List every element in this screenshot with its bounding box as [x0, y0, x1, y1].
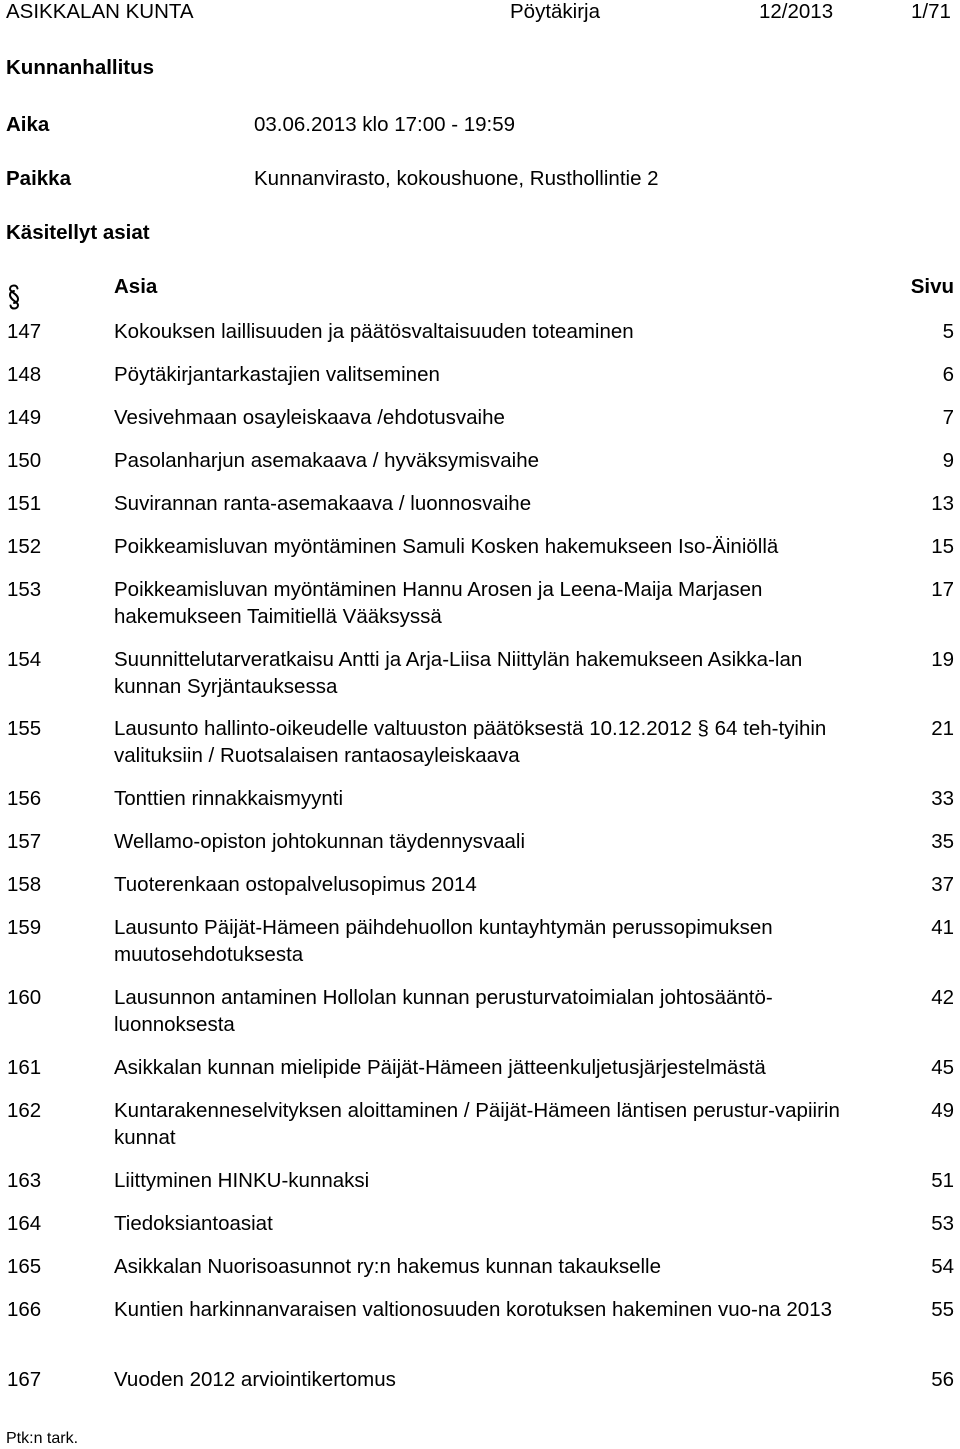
page-number: 1/71 [911, 0, 951, 23]
item-number: 153 [7, 578, 42, 601]
item-page: 49 [931, 1099, 954, 1122]
item-title: Tuoterenkaan ostopalvelusopimus 2014 [114, 873, 477, 896]
item-page: 15 [931, 535, 954, 558]
item-number: 167 [7, 1368, 42, 1391]
item-number: 156 [7, 787, 42, 810]
item-page: 56 [931, 1368, 954, 1391]
item-title: Suunnittelutarveratkaisu Antti ja Arja-Liisa Niittylän hakemukseen Asikka-lan kunnan Syrjäntauksessa [114, 648, 803, 698]
time-value: 03.06.2013 klo 17:00 - 19:59 [254, 113, 516, 136]
item-page: 17 [931, 578, 954, 601]
item-number: 162 [7, 1099, 42, 1122]
item-page: 7 [942, 406, 954, 429]
item-number: 160 [7, 986, 42, 1009]
item-number: 148 [7, 363, 42, 386]
item-page: 6 [942, 363, 954, 386]
item-title: Wellamo-opiston johtokunnan täydennysvaali [114, 830, 526, 853]
item-page: 41 [931, 916, 954, 939]
item-page: 9 [942, 449, 954, 472]
place-label: Paikka [6, 167, 71, 190]
item-title: Kokouksen laillisuuden ja päätösvaltaisuuden toteaminen [114, 320, 634, 343]
item-page: 54 [931, 1255, 954, 1278]
item-number: 154 [7, 648, 42, 671]
item-number: 155 [7, 717, 42, 740]
item-title: Kuntarakenneselvityksen aloittaminen / Päijät-Hämeen läntisen perustur-vapiirin kunnat [114, 1099, 840, 1149]
item-title: Vesivehmaan osayleiskaava /ehdotusvaihe [114, 406, 505, 429]
doc-number: 12/2013 [759, 0, 834, 23]
item-title: Lausunnon antaminen Hollolan kunnan perusturvatoimialan johtosääntö-luonnoksesta [114, 986, 773, 1036]
item-number: 163 [7, 1169, 42, 1192]
item-number: 161 [7, 1056, 42, 1079]
item-title: Suvirannan ranta-asemakaava / luonnosvaihe [114, 492, 532, 515]
item-page: 5 [942, 320, 954, 343]
item-number: 151 [7, 492, 42, 515]
section-sign-icon [7, 284, 21, 310]
item-title: Asikkalan kunnan mielipide Päijät-Hämeen jätteenkuljetusjärjestelmästä [114, 1056, 766, 1079]
item-title: Pöytäkirjantarkastajien valitseminen [114, 363, 440, 386]
doc-type: Pöytäkirja [510, 0, 601, 23]
item-page: 33 [931, 787, 954, 810]
item-title: Kuntien harkinnanvaraisen valtionosuuden korotuksen hakeminen vuo-na 2013 [114, 1298, 832, 1321]
item-title: Tiedoksiantoasiat [114, 1212, 273, 1235]
column-subject-header: Asia [114, 275, 158, 298]
column-page-header: Sivu [910, 275, 954, 298]
item-number: 149 [7, 406, 42, 429]
footer-note: Ptk:n tark. [6, 1430, 79, 1447]
item-page: 19 [931, 648, 954, 671]
item-number: 150 [7, 449, 42, 472]
item-title: Vuoden 2012 arviointikertomus [114, 1368, 396, 1391]
item-page: 53 [931, 1212, 954, 1235]
item-title: Pasolanharjun asemakaava / hyväksymisvaihe [114, 449, 540, 472]
item-title: Liittyminen HINKU-kunnaksi [114, 1169, 370, 1192]
item-page: 35 [931, 830, 954, 853]
item-number: 158 [7, 873, 42, 896]
item-title: Lausunto Päijät-Hämeen päihdehuollon kuntayhtymän perussopimuksen muutosehdotuksesta [114, 916, 773, 966]
item-page: 55 [931, 1298, 954, 1321]
item-number: 166 [7, 1298, 42, 1321]
item-number: 165 [7, 1255, 42, 1278]
time-label: Aika [6, 113, 50, 136]
item-page: 51 [931, 1169, 954, 1192]
item-page: 37 [931, 873, 954, 896]
item-page: 21 [931, 717, 954, 740]
item-number: 164 [7, 1212, 42, 1235]
item-page: 42 [931, 986, 954, 1009]
item-title: Poikkeamisluvan myöntäminen Hannu Arosen ja Leena-Maija Marjasen hakemukseen Taimitiellä Vääksyssä [114, 578, 763, 628]
item-page: 45 [931, 1056, 954, 1079]
org-name: ASIKKALAN KUNTA [6, 0, 194, 23]
item-number: 147 [7, 320, 42, 343]
item-title: Asikkalan Nuorisoasunnot ry:n hakemus kunnan takaukselle [114, 1255, 661, 1278]
body-name: Kunnanhallitus [6, 56, 155, 79]
item-number: 157 [7, 830, 42, 853]
item-title: Poikkeamisluvan myöntäminen Samuli Kosken hakemukseen Iso-Äiniöllä [114, 535, 779, 558]
item-title: Tonttien rinnakkaismyynti [114, 787, 344, 810]
item-number: 159 [7, 916, 42, 939]
item-number: 152 [7, 535, 42, 558]
item-page: 13 [931, 492, 954, 515]
place-value: Kunnanvirasto, kokoushuone, Rusthollintie 2 [254, 167, 659, 190]
handled-label: Käsitellyt asiat [6, 221, 150, 244]
item-title: Lausunto hallinto-oikeudelle valtuuston päätöksestä 10.12.2012 § 64 teh-tyihin valituksiin / Ruotsalaisen rantaosayleiskaava [114, 717, 827, 767]
